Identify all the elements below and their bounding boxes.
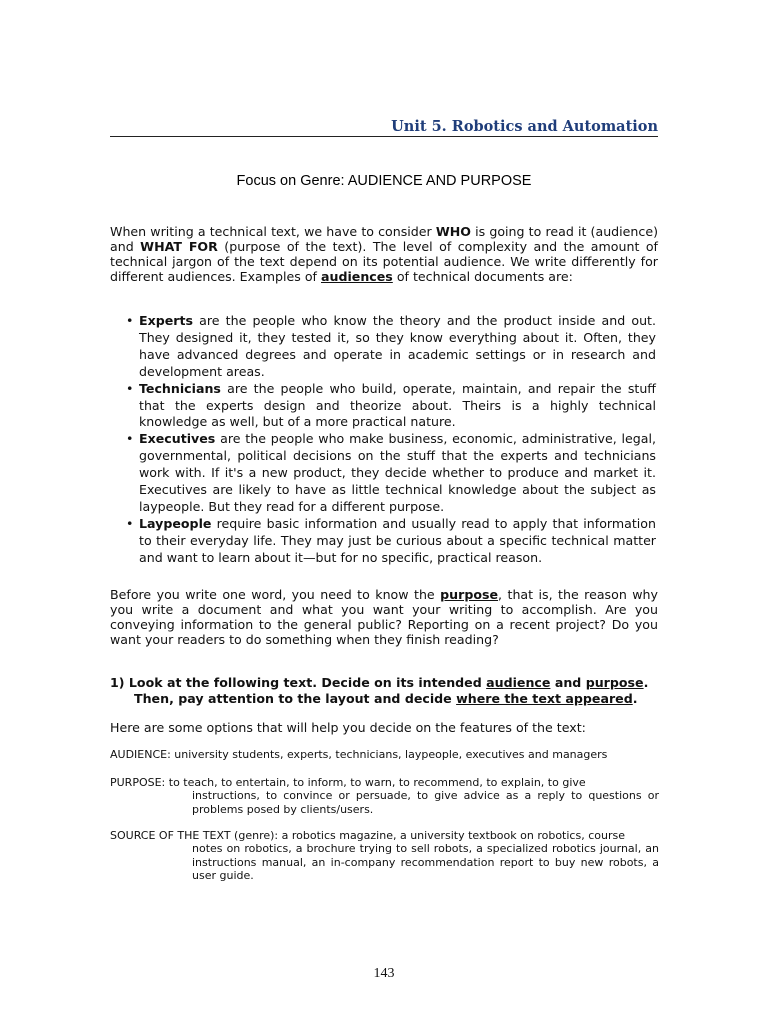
purpose-paragraph	[110, 587, 658, 647]
exercise-heading	[110, 675, 658, 706]
intro-text-2: is going to read it (audience) and	[110, 224, 658, 255]
list-item	[126, 381, 656, 432]
exercise-and: and	[550, 675, 586, 690]
exercise-period-1: .	[643, 675, 649, 690]
intro-text-1: When writing a technical text, we have to consider	[110, 224, 436, 239]
bullet-text: are the people who build, operate, maintain, and repair the stuff that the experts design and theorize about. Theirs is a highly technical knowledge as well, but of a more practical nature.	[139, 380, 656, 430]
exercise-text-1: 1) Look at the following text. Decide on its intended	[110, 675, 487, 690]
section-title: Focus on Genre: AUDIENCE AND PURPOSE	[236, 173, 532, 189]
purpose-options	[110, 776, 659, 816]
intro-text-4: of technical documents are:	[392, 269, 573, 285]
exercise-purpose-keyword: purpose	[585, 675, 644, 690]
bullet-icon: •	[126, 515, 134, 531]
exercise-text-2: Then, pay attention to the layout and decide	[134, 690, 457, 706]
bullet-text: are the people who make business, economic, administrative, legal, governmental, political decisions on the stuff that the experts and technicians work with. If it's a new product, they decide whether to produce and market it. Executives are likely to have as little technical knowledge about the subject as laypeople. But they read for a different purpose.	[139, 431, 656, 514]
bullet-term: Laypeople	[139, 515, 212, 531]
bullet-text: are the people who know the theory and the product inside and out. They designed it, they tested it, so they know everything about it. Often, they have advanced degrees and operate in academic settings or in research and development areas.	[139, 313, 656, 379]
who-keyword: WHO	[435, 224, 471, 239]
bullet-icon: •	[126, 313, 134, 328]
source-options-rest: notes on robotics, a brochure trying to sell robots, a specialized robotics journal, an instructions manual, an in-company recommendation report to buy new robots, a user guide.	[192, 842, 659, 883]
bullet-icon: •	[126, 380, 134, 396]
exercise-line-2	[110, 691, 658, 707]
audience-list	[126, 313, 656, 567]
purpose-options-first: PURPOSE: to teach, to entertain, to inform, to warn, to recommend, to explain, to give	[110, 776, 586, 789]
options-intro: Here are some options that will help you decide on the features of the text:	[110, 720, 586, 735]
bullet-term: Experts	[139, 313, 194, 328]
audiences-keyword: audiences	[321, 269, 393, 285]
list-item	[126, 516, 656, 567]
bullet-term: Technicians	[139, 380, 221, 396]
purpose-text-1: Before you write one word, you need to know the	[110, 587, 441, 602]
list-item	[126, 431, 656, 516]
list-item	[126, 313, 656, 381]
bullet-icon: •	[126, 431, 134, 447]
bullet-term: Executives	[139, 431, 216, 447]
source-options	[110, 829, 659, 883]
bullet-text: require basic information and usually read to apply that information to their everyday life. They may just be curious about a specific technical matter and want to learn about it—but for no specific, practical reason.	[139, 515, 656, 565]
purpose-options-rest: instructions, to convince or persuade, to give advice as a reply to questions or problems posed by clients/users.	[192, 789, 659, 816]
unit-header: Unit 5. Robotics and Automation	[110, 118, 658, 137]
exercise-period-2: .	[632, 690, 638, 706]
audience-options: AUDIENCE: university students, experts, technicians, laypeople, executives and managers	[110, 748, 608, 761]
what-for-keyword: WHAT FOR	[140, 239, 218, 255]
page-number: 143	[373, 966, 395, 981]
purpose-keyword: purpose	[440, 587, 499, 602]
audience-keyword: audience	[486, 675, 551, 690]
intro-paragraph	[110, 224, 658, 284]
intro-text-3: (purpose of the text). The level of complexity and the amount of technical jargon of the text depend on its potential audience. We write differently for different audiences. Examples of	[110, 239, 658, 285]
source-options-first: SOURCE OF THE TEXT (genre): a robotics magazine, a university textbook on robotics, course	[110, 829, 625, 842]
purpose-text-2: , that is, the reason why you write a document and what you want your writing to accomplish. Are you conveying information to the general public? Reporting on a recent project? Do you want your readers to do something when they finish reading?	[110, 587, 658, 648]
where-keyword: where the text appeared	[456, 690, 633, 706]
